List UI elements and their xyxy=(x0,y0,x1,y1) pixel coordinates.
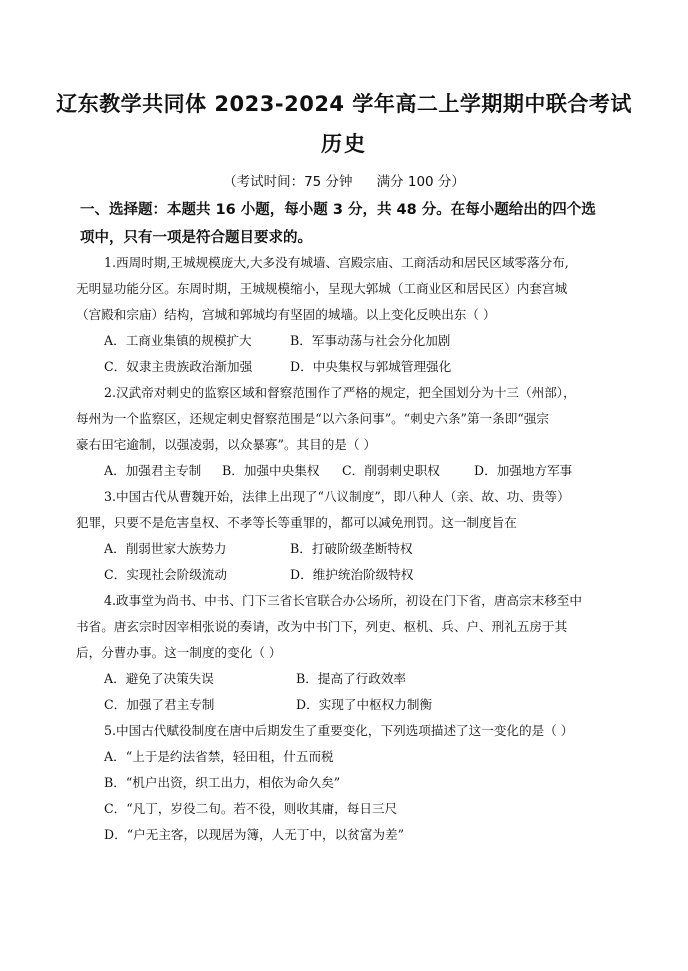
question-text-line: 3.中国古代从曹魏开始，法律上出现了“八议制度”，即八种人（亲、故、功、贵等） xyxy=(104,489,570,504)
question-text-line: 每州为一个监察区，还规定刺史督察范围是“以六条问事”。“刺史六条”第一条即“强宗 xyxy=(76,411,549,426)
section-heading xyxy=(80,196,620,252)
option-b: B．提高了行政效率 xyxy=(296,671,407,686)
section-heading-line: 一、选择题：本题共 16 小题，每小题 3 分，共 48 分。在每小题给出的四个选 xyxy=(80,202,596,218)
option-a: A．削弱世家大族势力 xyxy=(104,541,227,556)
option-a: A．避免了决策失误 xyxy=(104,671,214,686)
option-c: C．削弱刺史职权 xyxy=(342,463,440,478)
question-text-line: 5.中国古代赋役制度在唐中后期发生了重要变化，下列选项描述了这一变化的是（ ） xyxy=(104,723,574,738)
subject-title: 历史 xyxy=(321,132,367,156)
option-b: B．打破阶级垄断特权 xyxy=(290,541,413,556)
option-d: D．维护统治阶级特权 xyxy=(290,567,414,582)
option-c: C．奴隶主贵族政治渐加强 xyxy=(104,359,253,374)
exam-time: （考试时间：75 分钟 xyxy=(223,174,353,190)
question-text-line: 书省。唐玄宗时因宰相张说的奏请，改为中书门下，列吏、枢机、兵、户、刑礼五房于其 xyxy=(76,619,568,634)
section-heading-line: 项中，只有一项是符合题目要求的。 xyxy=(80,230,312,246)
option-c: C．“凡丁，岁役二旬。若不役，则收其庸，每日三尺 xyxy=(104,801,398,816)
option-d: D．实现了中枢权力制衡 xyxy=(296,697,433,712)
exam-info xyxy=(0,170,688,190)
exam-score: 满分 100 分） xyxy=(376,174,465,190)
exam-title: 辽东教学共同体 2023-2024 学年高二上学期期中联合考试 xyxy=(56,92,632,116)
question-text-line: 无明显功能分区。东周时期，王城规模缩小，呈现大郭城（工商业区和居民区）内套宫城 xyxy=(76,281,568,296)
option-d: D．“户无主客，以现居为簿，人无丁中，以贫富为差” xyxy=(104,827,405,842)
option-d: D．中央集权与郭城管理强化 xyxy=(290,359,452,374)
option-c: C．加强了君主专制 xyxy=(104,697,215,712)
option-c: C．实现社会阶级流动 xyxy=(104,567,227,582)
question-text-line: 豪右田宅逾制，以强凌弱，以众暴寡”。其目的是（ ） xyxy=(76,437,377,452)
option-b: B．加强中央集权 xyxy=(222,463,320,478)
option-a: A．“上于是约法省禁，轻田租，什五而税 xyxy=(104,749,334,764)
option-b: B．军事动荡与社会分化加剧 xyxy=(290,333,451,348)
option-b: B．“机户出资，织工出力，相依为命久矣” xyxy=(104,775,341,790)
question-text-line: 犯罪，只要不是危害皇权、不孝等长等重罪的，都可以减免刑罚。这一制度旨在 xyxy=(76,515,517,530)
question-text-line: 2.汉武帝对刺史的监察区域和督察范围作了严格的规定，把全国划分为十三（州部）， xyxy=(104,385,576,400)
question-text-line: 后，分曹办事。这一制度的变化（ ） xyxy=(76,645,282,660)
question-text-line: （宫殿和宗庙）结构，宫城和郭城均有坚固的城墙。以上变化反映出东（ ） xyxy=(76,307,496,322)
question-text-line: 1.西周时期,王城规模庞大,大多没有城墙、宫殿宗庙、工商活动和居民区域零落分布, xyxy=(104,255,569,270)
option-a: A．加强君主专制 xyxy=(104,463,202,478)
option-a: A．工商业集镇的规模扩大 xyxy=(104,333,252,348)
option-d: D．加强地方军事 xyxy=(474,463,573,478)
question-text-line: 4.政事堂为尚书、中书、门下三省长官联合办公场所，初设在门下省，唐高宗末移至中 xyxy=(104,593,582,608)
